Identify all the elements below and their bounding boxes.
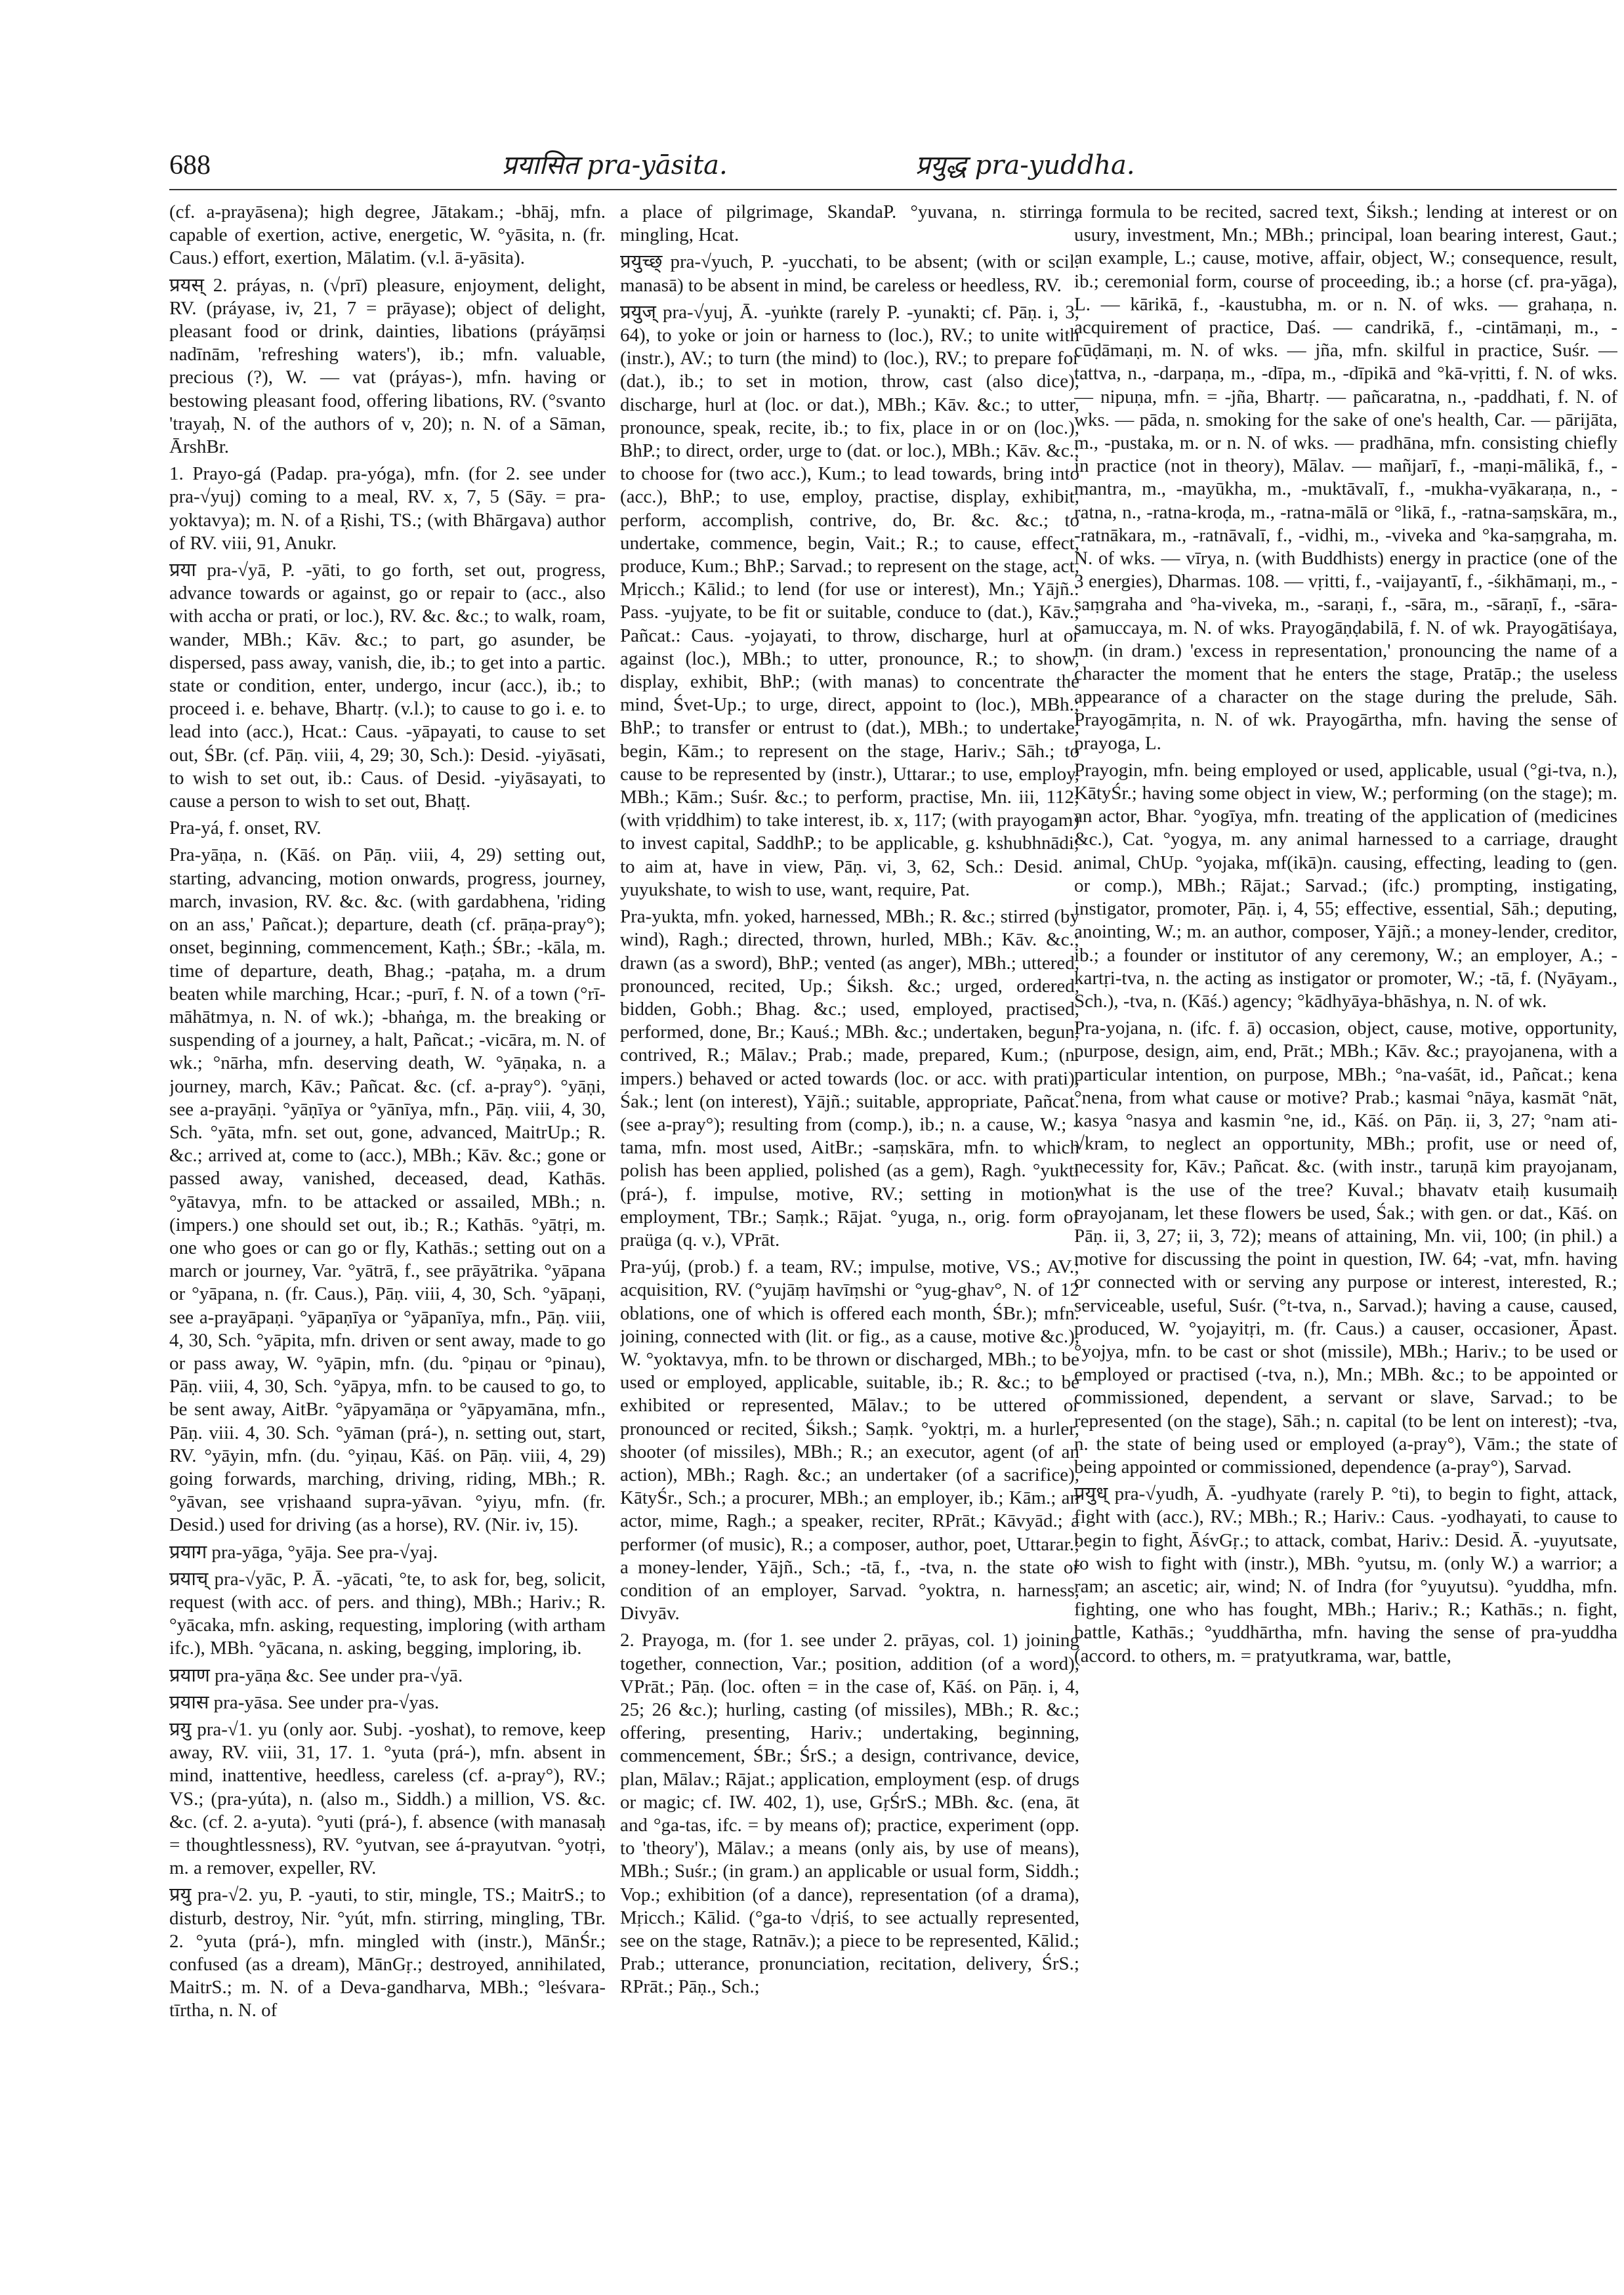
dictionary-entry: Pra-yukta, mfn. yoked, harnessed, MBh.; R. &c.; stirred (by wind), Ragh.; directed, thrown, hurled, MBh.; Kāv. &c.; drawn (as a sword), BhP.; vented (as anger), MBh.; uttered, pronounced, recited, Up.; Śiksh. &c.; urged, ordered, bidden, Gobh.; Bhag. &c.; used, employed, practised, performed, done, Br.; Kauś.; MBh. &c.; undertaken, begun, contrived, R.; Mālav.; Prab.; made, prepared, Kum.; (n. impers.) behaved or acted towards (loc. or acc. with prati), Śak.; lent (on interest), Yājñ.; suitable, appropriate, Pañcat. (see a-pray°); resulting from (comp.), ib.; n. a cause, W.; -tama, mfn. most used, AitBr.; -saṃskāra, mfn. to which polish has been applied, polished (as a gem), Ragh. °yukti (prá-), f. impulse, motive, RV.; setting in motion, employment, TBr.; Saṃk.; Rājat. °yuga, n., orig. form of praüga (q. v.), VPrāt. bbox=[620, 906, 1079, 1251]
column-2 bbox=[620, 201, 1079, 2274]
dictionary-entry: Prayogin, mfn. being employed or used, applicable, usual (°gi-tva, n.), KātyŚr.; having some object in view, W.; performing (on the stage); m. an actor, Bhar. °yogīya, mfn. treating of the application of (medicines &c.), Cat. °yogya, m. any animal harnessed to a carriage, draught animal, ChUp. °yojaka, mf(ikā)n. causing, effecting, leading to (gen. or comp.), MBh.; Rājat.; Sarvad.; (ifc.) prompting, instigating, instigator, promoter, Pāṇ. i, 4, 55; effective, essential, Sāh.; deputing, anointing, W.; m. an author, composer, Yājñ.; a money-lender, creditor, ib.; a founder or institutor of any ceremony, W.; an employer, A.; -kartṛi-tva, n. the acting as instigator or promoter, W.; -tā, f. (Nyāyam., Sch.), -tva, n. (Kāś.) agency; °kādhyāya-bhāshya, n. N. of wk. bbox=[1074, 759, 1617, 1012]
dictionary-entry: Pra-yāṇa, n. (Kāś. on Pāṇ. viii, 4, 29) setting out, starting, advancing, motion onwards, progress, journey, march, invasion, RV. &c. &c. (with gardabhena, 'riding on an ass,' Pañcat.); departure, death (cf. prāṇa-pray°); onset, beginning, commencement, Kaṭh.; ŚBr.; -kāla, m. time of departure, death, Bhag.; -paṭaha, m. a drum beaten while marching, Hcar.; -purī, f. N. of a town (°rī-māhātmya, n. N. of wk.); -bhaṅga, m. the breaking or suspending of a journey, a halt, Pañcat.; -vicāra, m. N. of wk.; °nārha, mfn. deserving death, W. °yāṇaka, n. a journey, march, Kāv.; Pañcat. &c. (cf. a-pray°). °yāṇi, see a-prayāṇi. °yāṇīya or °yānīya, mfn., Pāṇ. viii, 4, 30, Sch. °yāta, mfn. set out, gone, advanced, MaitrUp.; R. &c.; arrived at, come to (acc.), MBh.; Kāv. &c.; gone or passed away, vanished, deceased, dead, Kathās. °yātavya, mfn. to be attacked or assailed, MBh.; n. (impers.) one should set out, ib.; R.; Kathās. °yātṛi, m. one who goes or can go or fly, Kathās.; setting out on a march or journey, Var. °yātrā, f., see prāyātrika. °yāpana or °yāpana, n. (fr. Caus.), Pāṇ. viii, 4, 30, Sch. °yāpaṇi, see a-prayāpaṇi. °yāpaṇīya or °yāpanīya, mfn., Pāṇ. viii, 4, 30, Sch. °yāpita, mfn. driven or sent away, made to go or pass away, W. °yāpin, mfn. (du. °piṇau or °pinau), Pāṇ. viii, 4, 30, Sch. °yāpya, mfn. to be caused to go, to be sent away, AitBr. °yāpyamāṇa or °yāpyamāna, mfn., Pāṇ. viii. 4, 30. Sch. °yāman (prá-), n. setting out, start, RV. °yāyin, mfn. (du. °yiṇau, Kāś. on Pāṇ. viii, 4, 29) going forwards, marching, driving, riding, MBh.; R. °yāvan, see vṛishaand supra-yāvan. °yiyu, mfn. (fr. Desid.) used for driving (as a horse), RV. (Nir. iv, 15). bbox=[169, 844, 606, 1536]
dictionary-entry: प्रयाग pra-yāga, °yāja. See pra-√yaj. bbox=[169, 1541, 438, 1563]
column-1 bbox=[169, 201, 606, 2274]
dictionary-entry: प्रयाण pra-yāṇa &c. See under pra-√yā. bbox=[169, 1664, 463, 1686]
page-number: 688 bbox=[169, 150, 211, 180]
dictionary-entry: 1. Prayo-gá (Padap. pra-yóga), mfn. (for 2. see under pra-√yuj) coming to a meal, RV. x, 7, 5 (Sāy. = pra-yoktavya); m. N. of a Ṛishi, TS.; (with Bhārgava) author of RV. viii, 91, Anukr. bbox=[169, 463, 606, 554]
dictionary-entry: a formula to be recited, sacred text, Śiksh.; lending at interest or on usury, investment, Mn.; MBh.; principal, loan bearing interest, Gaut.; an example, L.; cause, motive, affair, object, W.; consequence, result, ib.; ceremonial form, course of proceeding, ib.; a horse (cf. pra-yāga), L. — kārikā, f., -kaustubha, m. or n. N. of wks. — grahaṇa, n. acquirement of practice, Daś. — candrikā, f., -cintāmaṇi, m., -cūḍāmaṇi, m. N. of wks. — jña, mfn. skilful in practice, Suśr. — tattva, n., -darpaṇa, m., -dīpa, m., -dīpikā and °kā-vṛitti, f. N. of wks. — nipuṇa, mfn. = -jña, Bhartṛ. — pañcaratna, n., -paddhati, f. N. of wks. — pāda, n. smoking for the sake of one's health, Car. — pārijāta, m., -pustaka, m. or n. N. of wks. — pradhāna, mfn. consisting chiefly in practice (not in theory), Mālav. — mañjarī, f., -maṇi-mālikā, f., -mantra, m., -mayūkha, m., -muktāvalī, f., -mukha-vyākaraṇa, n., -ratna, n., -ratna-kroḍa, m., -ratna-mālā or °likā, f., -ratna-saṃskāra, m., -ratnākara, m., -ratnāvalī, f., -vidhi, m., -viveka and °ka-saṃgraha, m. N. of wks. — vīrya, n. (with Buddhists) energy in practice (one of the 3 energies), Dharmas. 108. — vṛitti, f., -vaijayantī, f., -śikhāmaṇi, m., -saṃgraha and °ha-viveka, m., -saraṇi, f., -sāra, m., -sāraṇī, f., -sāra-samuccaya, m. N. of wks. Prayogāṇḍabilā, f. N. of wk. Prayogātiśaya, m. (in dram.) 'excess in representation,' pronouncing the name of a character the moment that he enters the stage, Pratāp.; the useless appearance of a character on the stage during the prelude, Sāh. Prayogāmṛita, n. N. of wk. Prayogārtha, mfn. having the sense of prayoga, L. bbox=[1074, 201, 1617, 754]
dictionary-entry: Pra-yojana, n. (ifc. f. ā) occasion, object, cause, motive, opportunity, purpose, design, aim, end, Prāt.; MBh.; Kāv. &c.; prayojanena, with a particular intention, on purpose, MBh.; °na-vaśāt, id., Pañcat.; kena °nena, from what cause or motive? Prab.; kasmai °nāya, kasmāt °nāt, kasya °nasya and kasmin °ne, id., Kāś. on Pāṇ. ii, 3, 27; °nam ati-√kram, to neglect an opportunity, MBh.; profit, use or need of, necessity for, Kāv.; Pañcat. &c. (with instr., taruṇā kim prayojanam, what is the use of the tree? Kuval.; bhavatv etaiḥ kusumaiḥ prayojanam, let these flowers be used, Śak.; with gen. or dat., Kāś. on Pāṇ. ii, 3, 27; ii, 3, 72); means of attaining, Mn. vii, 100; (in phil.) a motive for discussing the point in question, IW. 64; -vat, mfn. having or connected with or serving any purpose or interest, interested, R.; serviceable, useful, Suśr. (°t-tva, n., Sarvad.); having a cause, caused, produced, W. °yojayitṛi, m. (fr. Caus.) a causer, occasioner, Āpast. °yojya, mfn. to be cast or shot (missile), MBh.; Hariv.; to be used or employed or practised (-tva, n.), Mn.; MBh. &c.; to be appointed or commissioned, dependent, a servant or slave, Sarvad.; to be represented (on the stage), Sāh.; n. capital (to be lent on interest); -tva, n. the state of being used or employed (a-pray°), Vām.; the state of being appointed or commissioned, dependence (a-pray°), Sarvad. bbox=[1074, 1018, 1617, 1478]
dictionary-entry: प्रयाच् pra-√yāc, P. Ā. -yācati, °te, to ask for, beg, solicit, request (with acc. of pers. and thing), MBh.; Hariv.; R. °yācaka, mfn. asking, requesting, imploring (with artham ifc.), MBh. °yācana, n. asking, begging, imploring, ib. bbox=[169, 1568, 606, 1659]
column-3 bbox=[1074, 201, 1617, 2274]
dictionary-entry: a place of pilgrimage, SkandaP. °yuvana, n. stirring, mingling, Hcat. bbox=[620, 201, 1079, 246]
dictionary-entry: प्रयस् 2. práyas, n. (√prī) pleasure, enjoyment, delight, RV. (práyase, iv, 21, 7 = prāyase); object of delight, pleasant food or drink, dainties, libations (práyāṃsi nadīnām, 'refreshing waters'), ib.; mfn. valuable, precious (?), W. — vat (práyas-), mfn. having or bestowing pleasant food, offering libations, RV. (°svanto 'trayaḥ, N. of the authors of v, 20); n. N. of a Sāman, ĀrshBr. bbox=[169, 274, 606, 458]
header-rule bbox=[169, 189, 1617, 190]
dictionary-entry: प्रयास pra-yāsa. See under pra-√yas. bbox=[169, 1691, 440, 1713]
dictionary-entry: (cf. a-prayāsena); high degree, Jātakam.; -bhāj, mfn. capable of exertion, active, energetic, W. °yāsita, n. (fr. Caus.) effort, exertion, Mālatim. (v.l. ā-yāsita). bbox=[169, 201, 606, 269]
dictionary-entry: प्रयुज् pra-√yuj, Ā. -yuṅkte (rarely P. -yunakti; cf. Pāṇ. i, 3, 64), to yoke or join or harness to (loc.), RV.; to unite with (instr.), AV.; to turn (the mind) to (loc.), RV.; to prepare for (dat.), ib.; to set in motion, throw, cast (also dice), discharge, hurl at (loc. or dat.), MBh.; Kāv. &c.; to utter, pronounce, speak, recite, ib.; to fix, place in or on (loc.), BhP.; to direct, order, urge to (dat. or loc.), MBh.; Kāv. &c.; to choose for (two acc.), Kum.; to lead towards, bring into (acc.), BhP.; to use, employ, practise, display, exhibit, perform, accomplish, contrive, do, Br. &c. &c.; to undertake, commence, begin, Vait.; R.; to cause, effect, produce, Kum.; BhP.; Sarvad.; to represent on the stage, act, Mṛicch.; Kālid.; to lend (for use or interest), Mn.; Yājñ.: Pass. -yujyate, to be fit or suitable, conduce to (dat.), Kāv.; Pañcat.: Caus. -yojayati, to throw, discharge, hurl at or against (loc.), MBh.; to utter, pronounce, R.; to show, display, exhibit, BhP.; (with manas) to concentrate the mind, Śvet-Up.; to urge, direct, appoint to (loc.), MBh.; BhP.; to transfer or entrust to (dat.), MBh.; to undertake, begin, Kām.; to represent on the stage, Hariv.; Sāh.; to cause to be represented by (instr.), Uttarar.; to use, employ, MBh.; Kām.; Suśr. &c.; to perform, practise, Mn. iii, 112; (with vṛiddhim) to take interest, ib. x, 117; (with prayogam) to invest capital, SaddhP.; to be applicable, g. kshubhnādi; to aim at, have in view, Pāṇ. vi, 3, 62, Sch.: Desid. -yuyukshate, to wish to use, want, require, Pat. bbox=[620, 301, 1079, 900]
dictionary-entry: प्रया pra-√yā, P. -yāti, to go forth, set out, progress, advance towards or against, go or repair to (acc., also with accha or prati, or loc.), RV. &c. &c.; to walk, roam, wander, MBh.; Kāv. &c.; to part, go asunder, be dispersed, pass away, vanish, die, ib.; to get into a partic. state or condition, enter, undergo, incur (acc.), ib.; to proceed i. e. behave, Bhartṛ. (v.l.); to cause to go i. e. to lead into (acc.), Hcat.: Caus. -yāpayati, to cause to set out, ŚBr. (cf. Pāṇ. viii, 4, 29; 30, Sch.): Desid. -yiyāsati, to wish to set out, ib.: Caus. of Desid. -yiyāsayati, to cause a person to wish to set out, Bhaṭṭ. bbox=[169, 560, 606, 812]
dictionary-entry: Pra-yá, f. onset, RV. bbox=[169, 817, 322, 839]
dictionary-entry: प्रयु pra-√1. yu (only aor. Subj. -yoshat), to remove, keep away, RV. viii, 31, 17. 1. °yuta (prá-), mfn. absent in mind, inattentive, heedless, careless (cf. a-pray°), RV.; VS.; (pra-yúta), n. (also m., Siddh.) a million, VS. &c. &c. (cf. 2. a-yuta). °yuti (prá-), f. absence (with manasaḥ = thoughtlessness), RV. °yutvan, see á-prayutvan. °yotṛi, m. a remover, expeller, RV. bbox=[169, 1719, 606, 1879]
right-running-head: प्रयुद्ध pra-yuddha. bbox=[915, 150, 1135, 180]
dictionary-entry: प्रयुच्छ् pra-√yuch, P. -yucchati, to be absent; (with or scil. manasā) to be absent in mind, be careless or heedless, RV. bbox=[620, 251, 1079, 296]
dictionary-entry: प्रयु pra-√2. yu, P. -yauti, to stir, mingle, TS.; MaitrS.; to disturb, destroy, Nir. °yút, mfn. stirring, mingling, TBr. 2. °yuta (prá-), mfn. mingled with (instr.), MānŚr.; confused (as a dream), MānGṛ.; destroyed, annihilated, MaitrS.; m. N. of a Deva-gandharva, MBh.; °leśvara-tīrtha, n. N. of bbox=[169, 1884, 606, 2021]
dictionary-entry: Pra-yúj, (prob.) f. a team, RV.; impulse, motive, VS.; AV.; acquisition, RV. (°yujāṃ havīṃshi or °yug-ghav°, N. of 12 oblations, one of which is offered each month, ŚBr.); mfn. joining, connected with (lit. or fig., as a cause, motive &c.), W. °yoktavya, mfn. to be thrown or discharged, MBh.; to be used or employed, applicable, suitable, ib.; R. &c.; to be exhibited or represented, Mālav.; to be uttered or pronounced or recited, Śiksh.; Saṃk. °yoktṛi, m. a hurler, shooter (of missiles), MBh.; R.; an executor, agent (of an action), MBh.; Ragh. &c.; an undertaker (of a sacrifice), KātyŚr., Sch.; a procurer, MBh.; an employer, ib.; Kām.; an actor, mime, Ragh.; a speaker, reciter, RPrāt.; Kāvyād.; a performer (of music), R.; a composer, author, poet, Uttarar.; a money-lender, Yājñ., Sch.; -tā, f., -tva, n. the state or condition of an employer, Sarvad. °yoktra, n. harness, Divyāv. bbox=[620, 1256, 1079, 1624]
dictionary-entry: 2. Prayoga, m. (for 1. see under 2. prāyas, col. 1) joining together, connection, Var.; position, addition (of a word), VPrāt.; Pāṇ. (loc. often = in the case of, Kāś. on Pāṇ. i, 4, 25; 26 &c.); hurling, casting (of missiles), MBh.; R. &c.; offering, presenting, Hariv.; undertaking, beginning, commencement, ŚBr.; ŚrS.; a design, contrivance, device, plan, Mālav.; Rājat.; application, employment (esp. of drugs or magic; cf. IW. 402, 1), use, GṛŚrS.; MBh. &c. (ena, āt and °ga-tas, ifc. = by means of); practice, experiment (opp. to 'theory'), Mālav.; a means (only ais, by use of means), MBh.; Suśr.; (in gram.) an applicable or usual form, Siddh.; Vop.; exhibition (of a dance), representation (of a drama), Mṛicch.; Kālid. (°ga-to √dṛiś, to see actually represented, see on the stage, Ratnāv.); a piece to be represented, Kālid.; Prab.; utterance, pronunciation, recitation, delivery, ŚrS.; RPrāt.; Pāṇ., Sch.; bbox=[620, 1630, 1079, 1998]
dictionary-entry: प्रयुध् pra-√yudh, Ā. -yudhyate (rarely P. °ti), to begin to fight, attack, fight with (acc.), RV.; MBh.; R.; Hariv.: Caus. -yodhayati, to cause to begin to fight, ĀśvGṛ.; to attack, combat, Hariv.: Desid. Ā. -yuyutsate, to wish to fight with (instr.), MBh. °yutsu, m. (only W.) a warrior; a ram; an ascetic; air, wind; N. of Indra (for °yuyutsu). °yuddha, mfn. fighting, one who has fought, MBh.; Hariv.; R.; Kathās.; n. fight, battle, Kathās.; °yuddhārtha, mfn. having the sense of pra-yuddha (accord. to others, m. = pratyutkrama, war, battle, bbox=[1074, 1483, 1617, 1666]
left-running-head: प्रयासित pra-yāsita. bbox=[502, 150, 728, 180]
